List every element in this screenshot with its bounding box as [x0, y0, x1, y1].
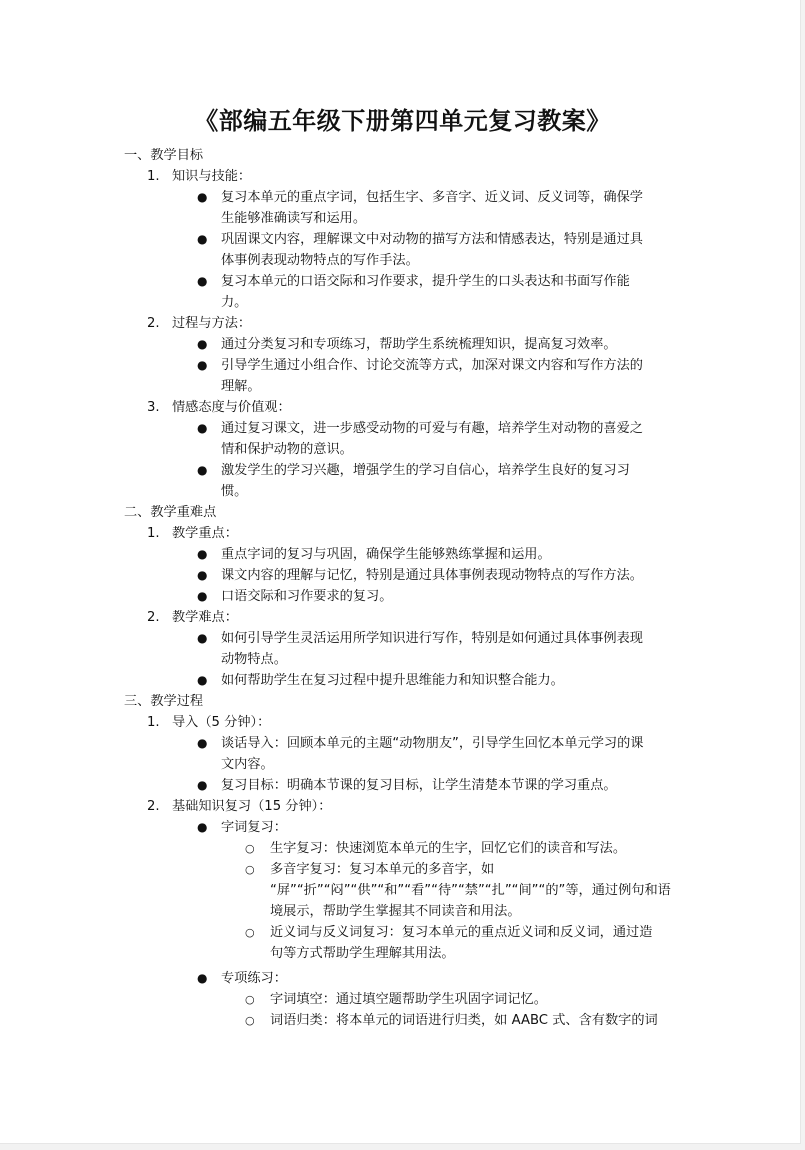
section-heading: 二、教学重难点	[124, 505, 217, 520]
item-number: 2.	[147, 316, 160, 331]
bullet-dot-icon: ●	[197, 673, 208, 687]
bullet-dot-icon: ●	[197, 337, 208, 351]
item-label: 导入（5 分钟）：	[172, 715, 271, 730]
bullet-item-continuation: 动物特点。	[221, 652, 287, 667]
item-number: 2.	[147, 799, 160, 814]
bullet-item-continuation: 体事例表现动物特点的写作手法。	[221, 253, 419, 268]
sub-bullet-continuation: 境展示，帮助学生掌握其不同读音和用法。	[270, 904, 521, 919]
item-number: 1.	[147, 169, 160, 184]
item-label: 过程与方法：	[172, 316, 252, 331]
hollow-circle-bullet-icon: ○	[245, 993, 255, 1006]
bullet-item: 重点字词的复习与巩固，确保学生能够熟练掌握和运用。 ●	[0, 544, 805, 565]
bullet-dot-icon: ●	[197, 190, 208, 204]
bullet-item: 谈话导入：回顾本单元的主题“动物朋友”，引导学生回忆本单元学习的课 ●	[0, 733, 805, 754]
bullet-item: 复习本单元的口语交际和习作要求，提升学生的口头表达和书面写作能 ●	[0, 271, 805, 292]
bullet-item-continuation: 理解。	[221, 379, 261, 394]
bullet-dot-icon: ●	[197, 232, 208, 246]
sub-bullet-item: 字词填空：通过填空题帮助学生巩固字词记忆。 ○	[0, 989, 805, 1010]
hollow-circle-bullet-icon: ○	[245, 842, 255, 855]
hollow-circle-bullet-icon: ○	[245, 926, 255, 939]
bullet-dot-icon: ●	[197, 358, 208, 372]
numbered-item	[0, 166, 805, 187]
bullet-item: 通过分类复习和专项练习，帮助学生系统梳理知识，提高复习效率。 ●	[0, 334, 805, 355]
bullet-dot-icon: ●	[197, 631, 208, 645]
bullet-dot-icon: ●	[197, 971, 208, 985]
sub-bullet-item: 近义词与反义词复习：复习本单元的重点近义词和反义词，通过造 ○	[0, 922, 805, 943]
section-heading: 三、教学过程	[124, 694, 204, 709]
numbered-item	[0, 796, 805, 817]
document-body	[0, 145, 805, 1035]
sub-bullet-item: 生字复习：快速浏览本单元的生字，回忆它们的读音和写法。 ○	[0, 838, 805, 859]
bullet-dot-icon: ●	[197, 820, 208, 834]
bullet-item: 口语交际和习作要求的复习。 ●	[0, 586, 805, 607]
bullet-item: 课文内容的理解与记忆，特别是通过具体事例表现动物特点的写作方法。 ●	[0, 565, 805, 586]
bullet-item: 如何引导学生灵活运用所学知识进行写作，特别是如何通过具体事例表现 ●	[0, 628, 805, 649]
item-number: 1.	[147, 526, 160, 541]
bullet-dot-icon: ●	[197, 547, 208, 561]
bullet-dot-icon: ●	[197, 568, 208, 582]
numbered-item	[0, 313, 805, 334]
item-label: 教学难点：	[172, 610, 238, 625]
bullet-item: 字词复习： ●	[0, 817, 805, 838]
bullet-item-continuation: 生能够准确读写和运用。	[221, 211, 367, 226]
numbered-item	[0, 712, 805, 733]
bullet-item: 巩固课文内容，理解课文中对动物的描写方法和情感表达，特别是通过具 ●	[0, 229, 805, 250]
sub-bullet-continuation: 句等方式帮助学生理解其用法。	[270, 946, 455, 961]
item-label: 情感态度与价值观：	[172, 400, 291, 415]
item-number: 1.	[147, 715, 160, 730]
numbered-item	[0, 607, 805, 628]
sub-bullet-continuation: “屏”“折”“闷”“供”“和”“看”“待”“禁”“扎”“间”“的”等，通过例句和语	[270, 883, 671, 898]
bullet-dot-icon: ●	[197, 778, 208, 792]
bullet-item-continuation: 惯。	[221, 484, 248, 499]
bullet-item-continuation: 力。	[221, 295, 248, 310]
bullet-item: 引导学生通过小组合作、讨论交流等方式，加深对课文内容和写作方法的 ●	[0, 355, 805, 376]
section-heading: 一、教学目标	[124, 148, 204, 163]
document-title: 《部编五年级下册第四单元复习教案》	[194, 107, 611, 135]
bullet-item: 通过复习课文，进一步感受动物的可爱与有趣，培养学生对动物的喜爱之 ●	[0, 418, 805, 439]
sub-bullet-item: 词语归类：将本单元的词语进行归类，如 AABC 式、含有数字的词 ○	[0, 1010, 805, 1031]
bullet-dot-icon: ●	[197, 589, 208, 603]
sub-bullet-item: 多音字复习：复习本单元的多音字，如 ○	[0, 859, 805, 880]
bullet-item-continuation: 情和保护动物的意识。	[221, 442, 353, 457]
bullet-dot-icon: ●	[197, 274, 208, 288]
item-label: 知识与技能：	[172, 169, 252, 184]
bullet-item: 如何帮助学生在复习过程中提升思维能力和知识整合能力。 ●	[0, 670, 805, 691]
bullet-dot-icon: ●	[197, 736, 208, 750]
hollow-circle-bullet-icon: ○	[245, 863, 255, 876]
bullet-dot-icon: ●	[197, 421, 208, 435]
item-number: 2.	[147, 610, 160, 625]
numbered-item	[0, 523, 805, 544]
bullet-dot-icon: ●	[197, 463, 208, 477]
item-label: 基础知识复习（15 分钟）：	[172, 799, 332, 814]
spacer	[0, 1031, 805, 1035]
bullet-item: 激发学生的学习兴趣，增强学生的学习自信心，培养学生良好的复习习 ●	[0, 460, 805, 481]
bullet-item: 专项练习： ●	[0, 968, 805, 989]
bullet-item-continuation: 文内容。	[221, 757, 274, 772]
item-label: 教学重点：	[172, 526, 238, 541]
bullet-item: 复习目标：明确本节课的复习目标，让学生清楚本节课的学习重点。 ●	[0, 775, 805, 796]
bullet-item: 复习本单元的重点字词，包括生字、多音字、近义词、反义词等，确保学 ●	[0, 187, 805, 208]
numbered-item	[0, 397, 805, 418]
hollow-circle-bullet-icon: ○	[245, 1014, 255, 1027]
item-number: 3.	[147, 400, 160, 415]
